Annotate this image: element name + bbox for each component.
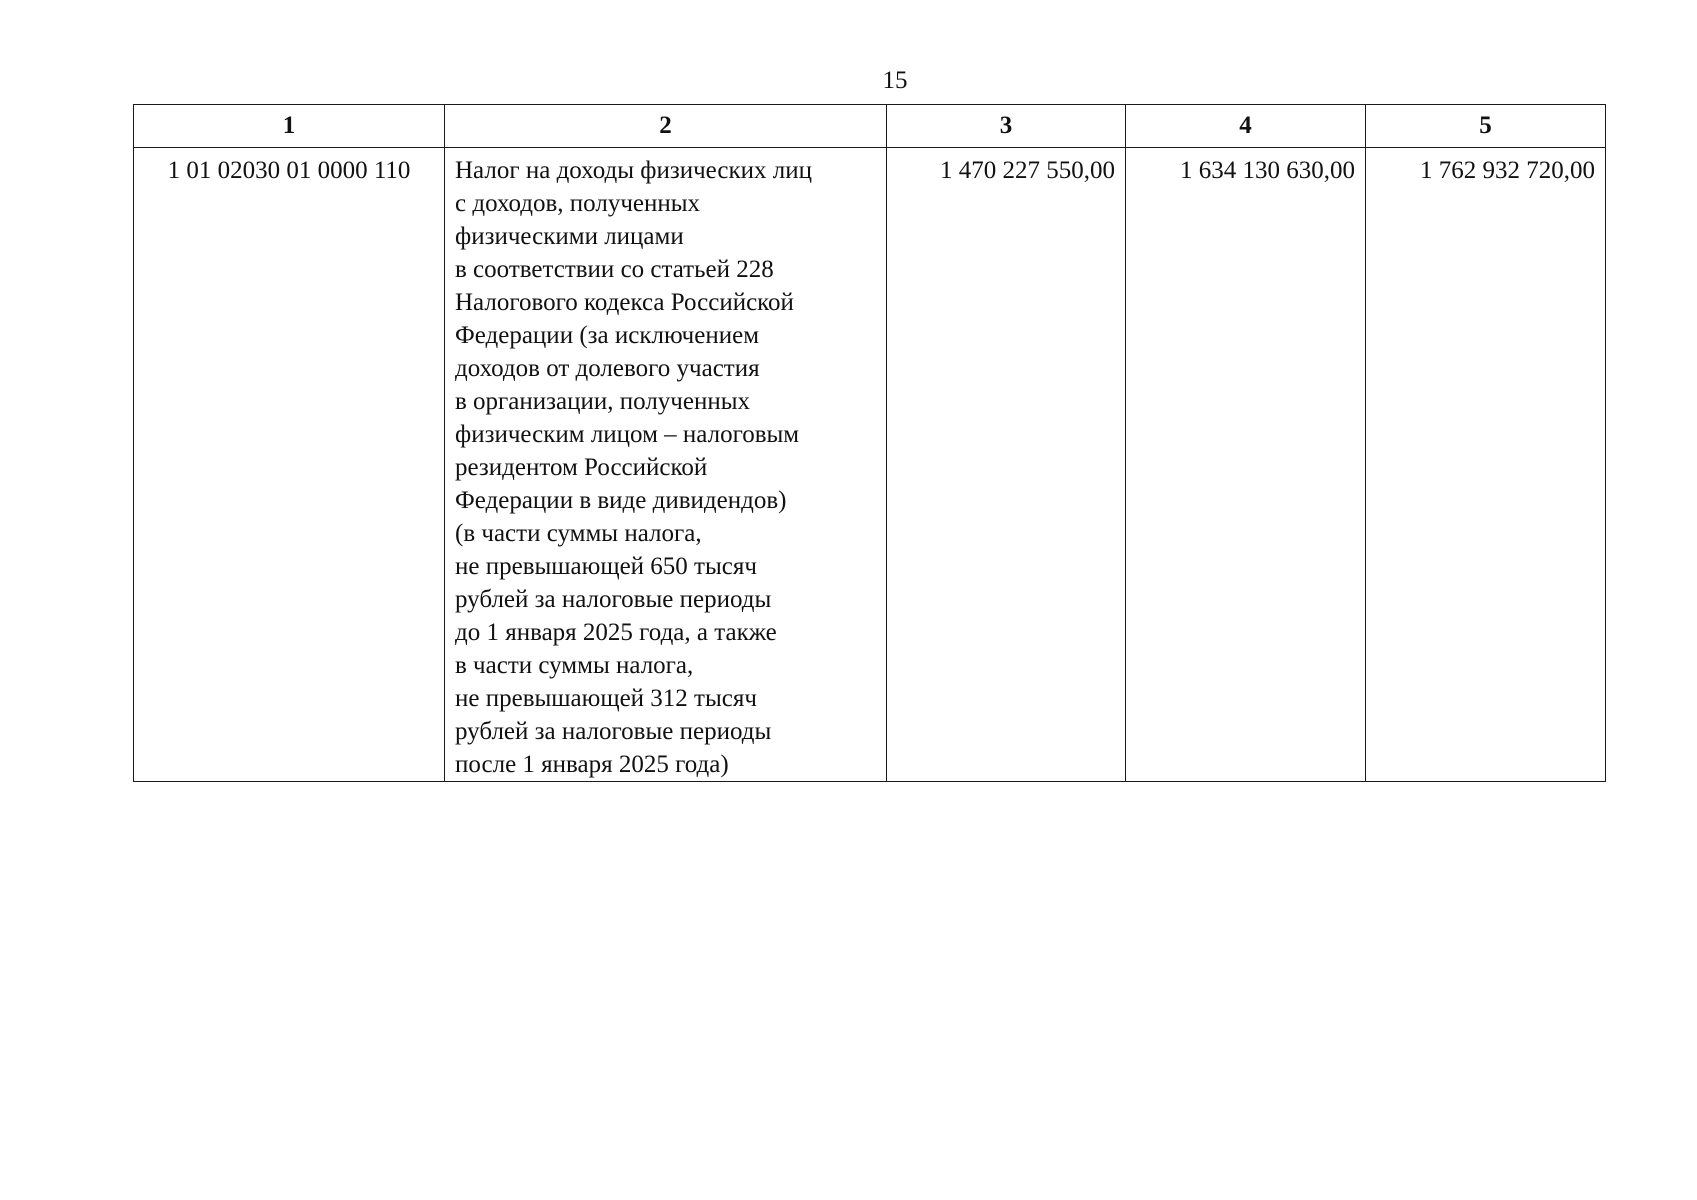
revenue-name-line: рублей за налоговые периоды — [455, 586, 772, 613]
revenue-name-line: в организации, полученных — [455, 388, 751, 415]
column-header-5: 5 — [1366, 105, 1606, 148]
revenue-name-line: не превышающей 650 тысяч — [455, 553, 757, 580]
revenue-name-line: в соответствии со статьей 228 — [455, 256, 774, 283]
column-header-1: 1 — [134, 105, 445, 148]
revenue-name-line: Федерации в виде дивидендов) — [455, 487, 787, 514]
amount-column-4: 1 634 130 630,00 — [1126, 148, 1366, 782]
table-row — [134, 148, 1606, 782]
revenue-name — [445, 148, 887, 782]
revenue-name-line: в части суммы налога, — [455, 652, 694, 679]
revenue-name-line: Федерации (за исключением — [455, 322, 760, 349]
revenue-name-line: до 1 января 2025 года, а также — [455, 619, 777, 646]
revenue-name-line: физическим лицом – налоговым — [455, 421, 800, 448]
revenue-name-line: с доходов, полученных — [455, 190, 701, 217]
revenue-name-line: доходов от долевого участия — [455, 355, 760, 382]
revenue-name-line: Налог на доходы физических лиц — [455, 157, 812, 184]
revenue-name-line: после 1 января 2025 года) — [455, 751, 729, 778]
table-header-row — [134, 105, 1606, 148]
column-header-3: 3 — [887, 105, 1126, 148]
revenue-table — [133, 104, 1606, 782]
amount-column-3: 1 470 227 550,00 — [887, 148, 1126, 782]
revenue-name-line: Налогового кодекса Российской — [455, 289, 794, 316]
revenue-name-line: рублей за налоговые периоды — [455, 718, 772, 745]
revenue-name-line: резидентом Российской — [455, 454, 708, 481]
revenue-name-line: не превышающей 312 тысяч — [455, 685, 757, 712]
revenue-name-line: (в части суммы налога, — [455, 520, 702, 547]
amount-column-5: 1 762 932 720,00 — [1366, 148, 1606, 782]
page-number: 15 — [882, 67, 908, 94]
column-header-2: 2 — [445, 105, 887, 148]
budget-classification-code: 1 01 02030 01 0000 110 — [134, 148, 445, 782]
revenue-name-line: физическими лицами — [455, 223, 684, 250]
column-header-4: 4 — [1126, 105, 1366, 148]
